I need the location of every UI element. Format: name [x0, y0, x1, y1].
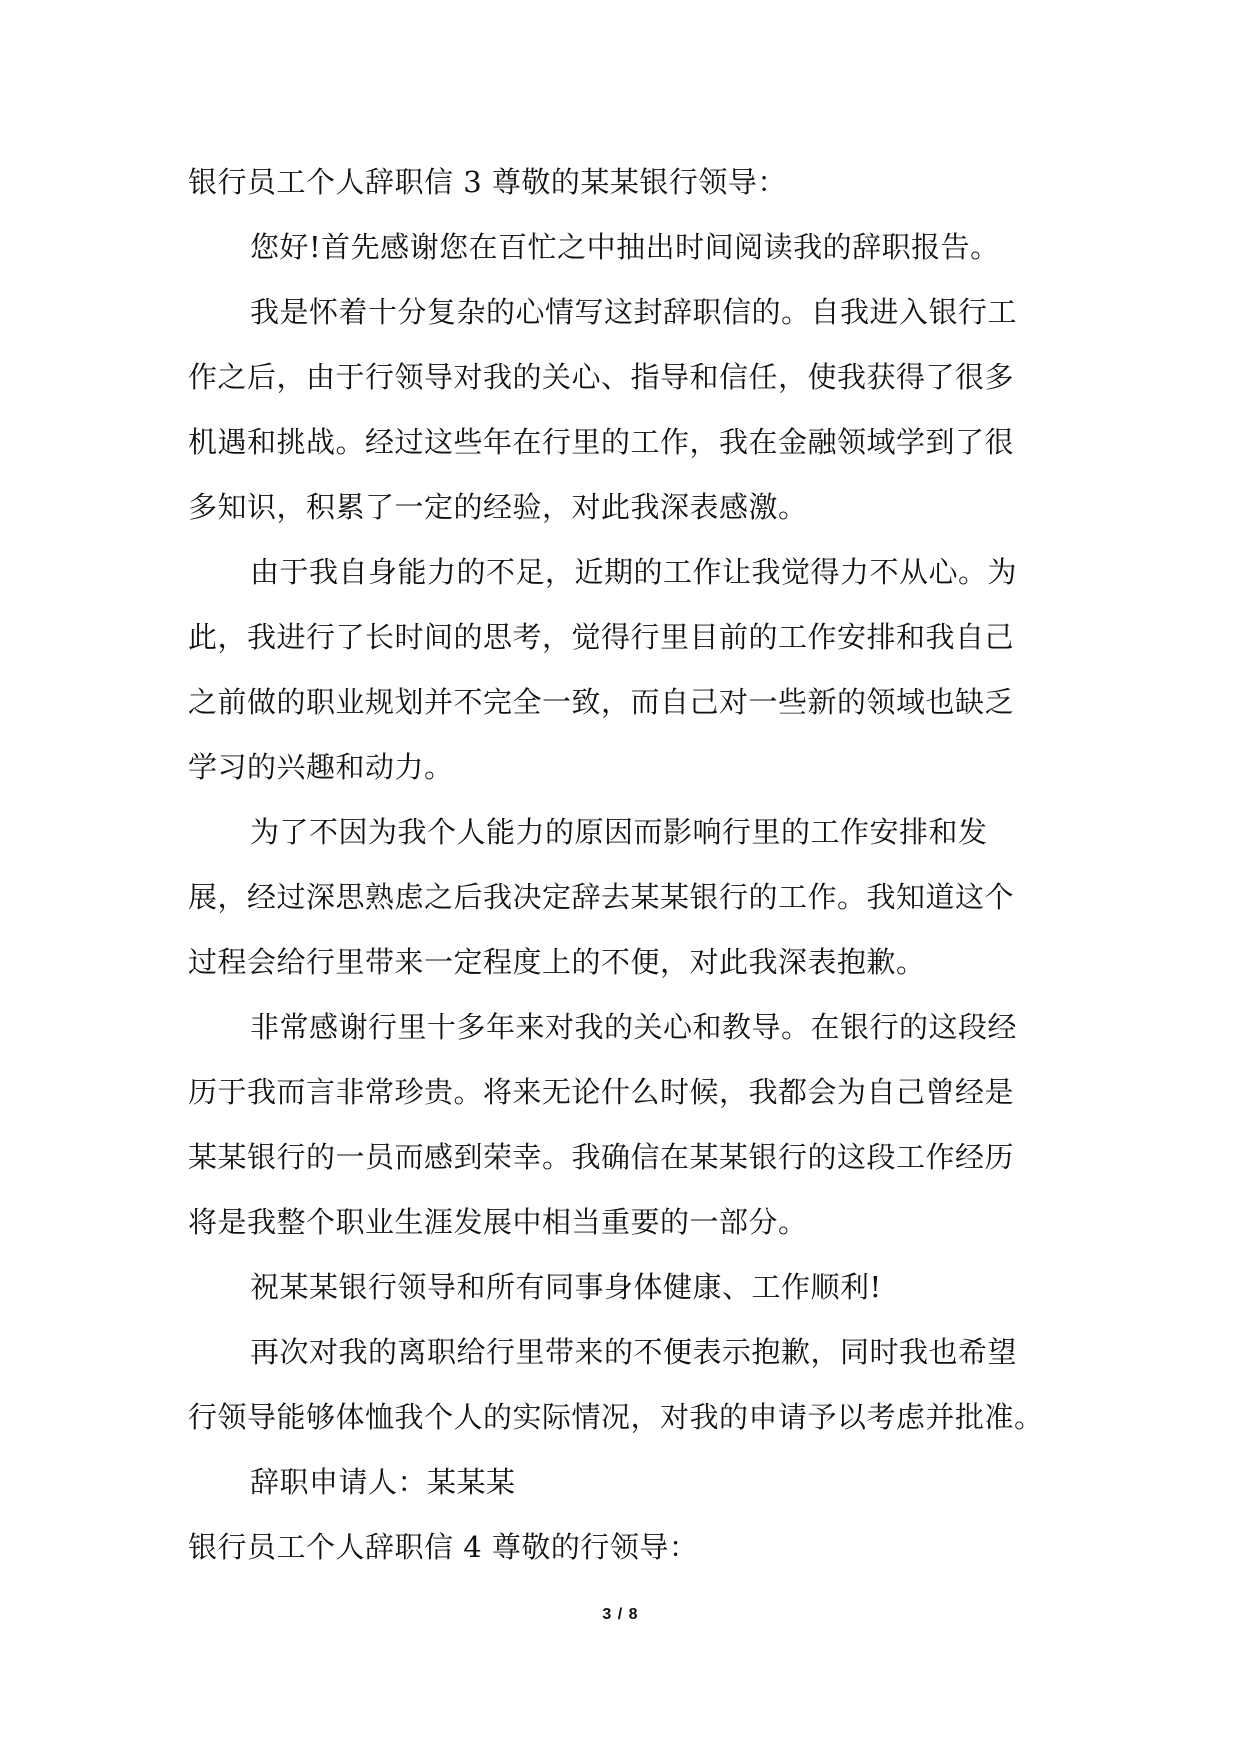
page-number: 3 / 8	[602, 1606, 639, 1623]
paragraph-line: 作之后，由于行领导对我的关心、指导和信任，使我获得了很多	[188, 360, 1015, 394]
paragraph-line: 学习的兴趣和动力。	[188, 750, 454, 784]
paragraph-line: 由于我自身能力的不足，近期的工作让我觉得力不从心。为	[250, 555, 1018, 589]
signature-line: 辞职申请人：某某某	[250, 1465, 516, 1499]
letter-heading: 银行员工个人辞职信 4 尊敬的行领导：	[188, 1530, 699, 1564]
paragraph-line: 非常感谢行里十多年来对我的关心和教导。在银行的这段经	[250, 1010, 1018, 1044]
paragraph-line: 我是怀着十分复杂的心情写这封辞职信的。自我进入银行工	[250, 295, 1018, 329]
paragraph-line: 此，我进行了长时间的思考，觉得行里目前的工作安排和我自己	[188, 620, 1015, 654]
paragraph-line: 机遇和挑战。经过这些年在行里的工作，我在金融领域学到了很	[188, 425, 1015, 459]
letter-heading: 银行员工个人辞职信 3 尊敬的某某银行领导：	[188, 165, 787, 199]
paragraph-line: 历于我而言非常珍贵。将来无论什么时候，我都会为自己曾经是	[188, 1075, 1015, 1109]
paragraph-line: 行领导能够体恤我个人的实际情况，对我的申请予以考虑并批准。	[188, 1400, 1044, 1434]
letter-body	[188, 150, 1068, 1580]
paragraph-line: 将是我整个职业生涯发展中相当重要的一部分。	[188, 1205, 808, 1239]
paragraph-line: 之前做的职业规划并不完全一致，而自己对一些新的领域也缺乏	[188, 685, 1015, 719]
paragraph-line: 您好!首先感谢您在百忙之中抽出时间阅读我的辞职报告。	[250, 230, 1000, 264]
paragraph-line: 为了不因为我个人能力的原因而影响行里的工作安排和发	[250, 815, 988, 849]
paragraph-line: 过程会给行里带来一定程度上的不便，对此我深表抱歉。	[188, 945, 926, 979]
paragraph-line: 多知识，积累了一定的经验，对此我深表感激。	[188, 490, 808, 524]
paragraph-line: 祝某某银行领导和所有同事身体健康、工作顺利!	[250, 1270, 882, 1304]
paragraph-line: 再次对我的离职给行里带来的不便表示抱歉，同时我也希望	[250, 1335, 1018, 1369]
paragraph-line: 某某银行的一员而感到荣幸。我确信在某某银行的这段工作经历	[188, 1140, 1015, 1174]
paragraph-line: 展，经过深思熟虑之后我决定辞去某某银行的工作。我知道这个	[188, 880, 1015, 914]
